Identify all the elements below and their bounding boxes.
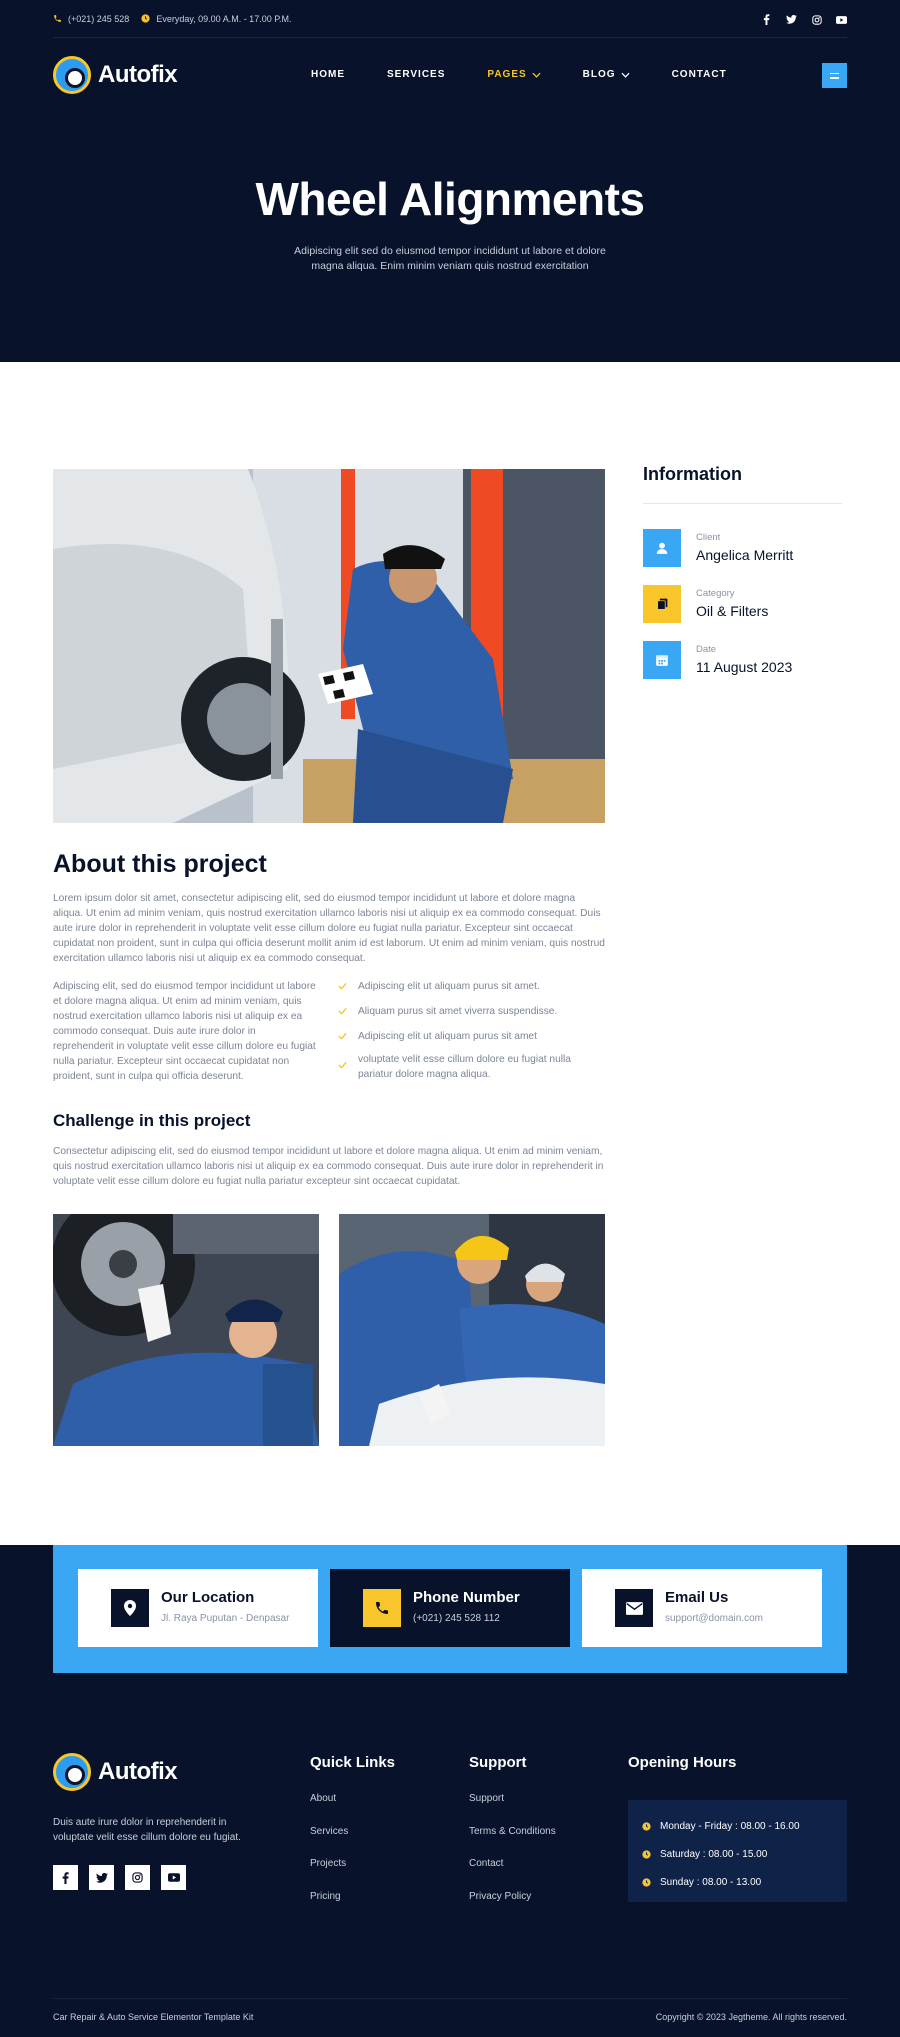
check-icon xyxy=(338,1032,347,1040)
about-title: About this project xyxy=(53,850,267,878)
contact-strip xyxy=(53,1545,847,1673)
info-date xyxy=(643,641,842,679)
copy-icon xyxy=(643,585,681,623)
nav-menu xyxy=(311,69,769,80)
clock-icon xyxy=(642,1850,651,1859)
top-bar xyxy=(53,0,847,38)
quick-links-list xyxy=(310,1793,348,1923)
hours-row xyxy=(628,1840,847,1868)
hours-text: Sunday : 08.00 - 13.00 xyxy=(660,1876,762,1888)
twitter-icon[interactable] xyxy=(786,14,797,25)
clock-icon xyxy=(141,14,150,23)
footer-socials xyxy=(53,1865,186,1890)
nav-item-home[interactable] xyxy=(311,69,345,80)
nav-item-label: HOME xyxy=(311,69,345,80)
hours-row xyxy=(628,1868,847,1896)
footer-link-projects[interactable]: Projects xyxy=(310,1858,347,1869)
user-icon xyxy=(643,529,681,567)
topbar-phone[interactable] xyxy=(53,14,129,24)
list-item xyxy=(338,1052,608,1082)
footer-tagline: Car Repair & Auto Service Elementor Template Kit xyxy=(53,2012,254,2022)
footer-link-terms[interactable]: Terms & Conditions xyxy=(469,1825,556,1837)
logo[interactable] xyxy=(53,56,177,94)
nav-item-pages[interactable] xyxy=(487,69,540,80)
phone-icon xyxy=(53,14,62,23)
contact-title: Our Location xyxy=(161,1589,255,1606)
contact-value: support@domain.com xyxy=(665,1613,763,1624)
footer-link-privacy[interactable]: Privacy Policy xyxy=(469,1890,532,1902)
envelope-icon xyxy=(615,1589,653,1627)
map-pin-icon xyxy=(111,1589,149,1627)
nav-item-contact[interactable] xyxy=(672,69,727,80)
info-value: 11 August 2023 xyxy=(696,659,793,675)
instagram-icon[interactable] xyxy=(811,14,822,25)
topbar-socials xyxy=(761,14,847,25)
nav-item-label: SERVICES xyxy=(387,69,446,80)
info-category xyxy=(643,585,842,623)
clock-icon xyxy=(642,1878,651,1887)
logo-text: Autofix xyxy=(98,61,178,88)
page-title: Wheel Alignments xyxy=(255,173,645,225)
youtube-icon[interactable] xyxy=(161,1865,186,1890)
topbar-hours xyxy=(141,14,291,24)
footer-link-services[interactable]: Services xyxy=(310,1825,349,1837)
info-label: Date xyxy=(696,644,717,655)
logo-gear-icon xyxy=(53,56,91,94)
support-links-list xyxy=(469,1793,556,1923)
nav-item-services[interactable] xyxy=(387,69,445,80)
quick-links-title: Quick Links xyxy=(310,1754,396,1771)
check-icon xyxy=(338,982,347,990)
twitter-icon[interactable] xyxy=(89,1865,114,1890)
mechanics-inspecting-photo xyxy=(339,1214,605,1446)
about-left-paragraph: Adipiscing elit, sed do eiusmod tempor incididunt ut labore et dolore magna aliqua. Ut enim ad minim veniam, quis nostrud exercitation ullamco laboris nisi ut aliquip ex ea commodo consequat. Duis aute irure dolor in reprehenderit in voluptate velit esse cillum dolore eu fugiat nulla pariatur. Excepteur sint occaecat cupidatat non proident, sunt in culpa qui officia deserunt. xyxy=(53,981,316,1082)
project-main-image xyxy=(53,469,605,823)
chevron-down-icon xyxy=(621,72,630,78)
challenge-title: Challenge in this project xyxy=(53,1111,251,1130)
footer-description: Duis aute irure dolor in reprehenderit in voluptate velit esse cillum dolore eu fugiat. xyxy=(53,1817,241,1843)
contact-location-card[interactable] xyxy=(78,1569,318,1647)
hours-row xyxy=(628,1812,847,1840)
list-item xyxy=(338,979,608,994)
project-gallery-image xyxy=(339,1214,605,1446)
contact-value: (+021) 245 528 112 xyxy=(413,1613,500,1624)
phone-icon xyxy=(363,1589,401,1627)
information-title: Information xyxy=(643,464,742,484)
info-client xyxy=(643,529,842,567)
hours-text: Monday - Friday : 08.00 - 16.00 xyxy=(660,1820,800,1832)
footer-logo-text: Autofix xyxy=(98,1758,178,1785)
checklist-text: Aliquam purus sit amet viverra suspendisse. xyxy=(358,1006,558,1017)
mechanic-wheel-photo xyxy=(53,469,605,823)
nav-item-label: BLOG xyxy=(582,69,616,80)
support-title: Support xyxy=(469,1754,527,1771)
footer-divider xyxy=(53,1998,847,1999)
info-label: Client xyxy=(696,532,721,543)
main-nav xyxy=(53,56,847,94)
mechanic-under-car-photo xyxy=(53,1214,319,1446)
info-value: Angelica Merritt xyxy=(696,547,794,563)
about-paragraph: Lorem ipsum dolor sit amet, consectetur adipiscing elit, sed do eiusmod tempor incididunt ut labore et dolore magna aliqua. Ut enim ad minim veniam, quis nostrud exercitation ullamco laboris nisi ut aliquip ex ea commodo consequat. Duis aute irure dolor in reprehenderit in voluptate velit esse cillum dolore eu fugiat nulla pariatur. Excepteur sint occaecat cupidatat non proident, sunt in culpa qui officia deserunt mollit anim id est laborum. Ut enim ad minim veniam, quis nostrud exercitation ullamco laboris nisi ut aliquip ex ea commodo consequat. xyxy=(53,893,605,964)
calendar-icon xyxy=(643,641,681,679)
youtube-icon[interactable] xyxy=(836,14,847,25)
check-icon xyxy=(338,1007,347,1015)
nav-item-label: PAGES xyxy=(487,69,527,80)
footer-link-about[interactable]: About xyxy=(310,1793,337,1804)
footer-link-contact[interactable]: Contact xyxy=(469,1858,504,1869)
instagram-icon[interactable] xyxy=(125,1865,150,1890)
facebook-icon[interactable] xyxy=(53,1865,78,1890)
list-item xyxy=(338,1004,608,1019)
opening-hours-box xyxy=(628,1800,847,1902)
info-label: Category xyxy=(696,588,735,599)
check-icon xyxy=(338,1061,347,1069)
contact-phone-card[interactable] xyxy=(330,1569,570,1647)
clock-icon xyxy=(642,1822,651,1831)
checklist-text: voluptate velit esse cillum dolore eu fugiat nulla pariatur dolore magna aliqua. xyxy=(358,1054,571,1080)
hours-text: Saturday : 08.00 - 15.00 xyxy=(660,1848,768,1860)
footer-link-pricing[interactable]: Pricing xyxy=(310,1890,341,1902)
info-value: Oil & Filters xyxy=(696,603,769,619)
information-divider xyxy=(643,503,842,504)
contact-email-card[interactable] xyxy=(582,1569,822,1647)
chevron-down-icon xyxy=(532,72,541,78)
checklist-text: Adipiscing elit ut aliquam purus sit amet. xyxy=(358,981,540,992)
opening-hours-title: Opening Hours xyxy=(628,1754,737,1771)
hero-section xyxy=(0,0,900,362)
page-subtitle: Adipiscing elit sed do eiusmod tempor incididunt ut labore et dolore magna aliqua. Enim minim veniam quis nostrud exercitation xyxy=(294,245,606,272)
footer-link-support[interactable]: Support xyxy=(469,1793,505,1804)
contact-title: Email Us xyxy=(665,1589,729,1606)
list-item xyxy=(338,1029,608,1044)
contact-value: Jl. Raya Puputan - Denpasar xyxy=(161,1613,290,1624)
topbar-phone-text: (+021) 245 528 xyxy=(68,13,130,24)
menu-toggle-button[interactable] xyxy=(822,63,847,88)
challenge-paragraph: Consectetur adipiscing elit, sed do eiusmod tempor incididunt ut labore et dolore magna aliqua. Ut enim ad minim veniam, quis nostrud exercitation ullamco laboris nisi ut aliquip ex ea commodo consequat. Duis aute irure dolor in reprehenderit in voluptate velit esse cillum dolore eu fugiat nulla pariatur excepteur sint occaecat cupidatat. xyxy=(53,1146,604,1187)
facebook-icon[interactable] xyxy=(761,14,772,25)
copyright: Copyright © 2023 Jegtheme. All rights reserved. xyxy=(655,2012,847,2022)
contact-title: Phone Number xyxy=(413,1589,520,1606)
checklist-text: Adipiscing elit ut aliquam purus sit amet xyxy=(358,1031,537,1042)
footer xyxy=(0,1545,900,2037)
nav-item-blog[interactable] xyxy=(583,69,630,80)
nav-item-label: CONTACT xyxy=(671,69,727,80)
footer-logo[interactable] xyxy=(53,1753,177,1791)
logo-gear-icon xyxy=(53,1753,91,1791)
project-gallery-image xyxy=(53,1214,319,1446)
project-checklist xyxy=(338,979,608,1092)
topbar-hours-text: Everyday, 09.00 A.M. - 17.00 P.M. xyxy=(156,13,292,24)
